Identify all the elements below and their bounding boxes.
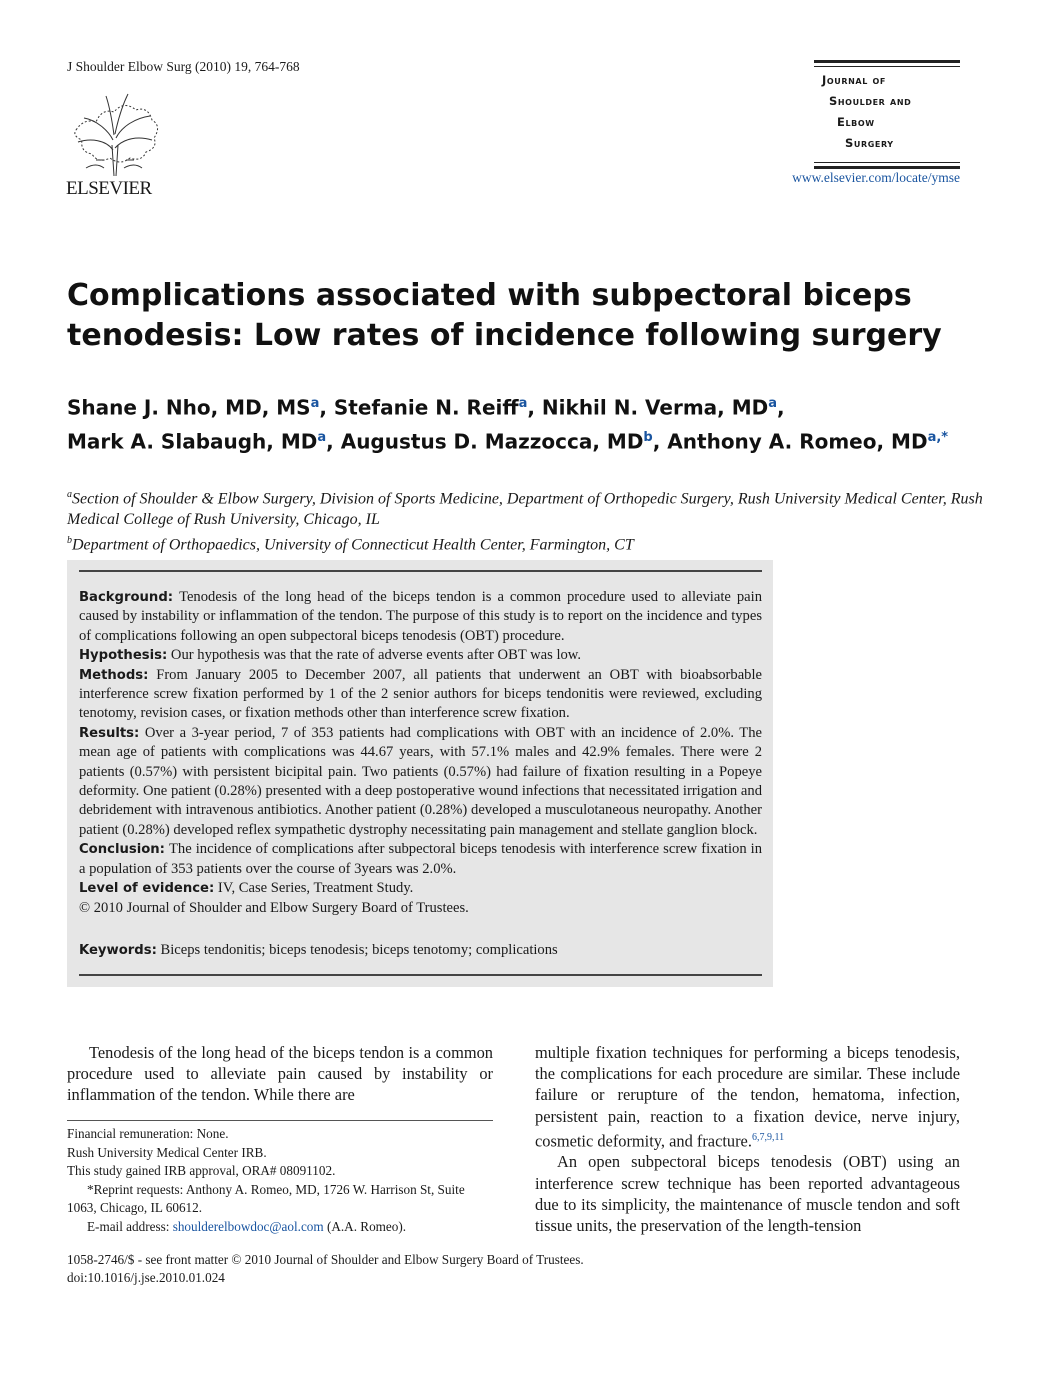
affiliation-text: Department of Orthopaedics, University of Connecticut Health Center, Farmington, CT xyxy=(72,536,634,554)
affiliation-link[interactable]: a xyxy=(310,396,320,411)
body-column-left xyxy=(67,1042,493,1106)
journal-logo-line-2: Shoulder and xyxy=(829,94,912,108)
abstract-box xyxy=(67,560,773,987)
author-name: Augustus D. Mazzocca, MD xyxy=(340,429,644,454)
publisher-name: ELSEVIER xyxy=(66,178,152,199)
footnote: Financial remuneration: None. xyxy=(67,1126,229,1141)
body-paragraph: An open subpectoral biceps tenodesis (OBT) using an interference screw technique has been reported advantageous due to its simplicity, the maintenance of muscle tendon and soft tissue units, the preservation of the length-tension xyxy=(535,1152,960,1236)
footnotes xyxy=(67,1125,493,1236)
abstract-methods: Methods: From January 2005 to December 2007, all patients that underwent an OBT with bioabsorbable interference screw fixation performed by 1 of the 2 senior authors for biceps tendonitis were reviewed, excluding tenotomy, revision cases, or fixation methods other than interference screw fixation. xyxy=(79,666,762,722)
affiliation-marker: a xyxy=(67,489,72,500)
journal-url-link[interactable]: www.elsevier.com/locate/ymse xyxy=(792,170,960,185)
abstract-background: Background: Tenodesis of the long head of the biceps tendon is a common procedure used to alleviate pain caused by instability or inflammation of the tendon. The purpose of this study is to report on the incidence and types of complications following an open subpectoral biceps tenodesis (OBT) procedure. xyxy=(79,589,762,644)
email-link[interactable]: shoulderelbowdoc@aol.com xyxy=(172,1218,324,1234)
journal-logo-box xyxy=(814,60,960,169)
author-separator: , xyxy=(319,395,334,420)
abstract-copyright: © 2010 Journal of Shoulder and Elbow Surgery Board of Trustees. xyxy=(79,899,469,916)
author-line-2 xyxy=(67,423,987,457)
footnote-reprint: *Reprint requests: Anthony A. Romeo, MD, 1726 W. Harrison St, Suite 1063, Chicago, IL 60612. xyxy=(67,1181,465,1215)
author-separator: , xyxy=(777,395,785,420)
affiliation-a xyxy=(67,484,987,530)
elsevier-tree-icon xyxy=(66,90,162,176)
reference-link[interactable]: 6,7,9,11 xyxy=(751,1131,785,1143)
footnote: Rush University Medical Center IRB. xyxy=(67,1144,267,1160)
doi-line[interactable]: doi:10.1016/j.jse.2010.01.024 xyxy=(67,1270,225,1285)
author-line-1 xyxy=(67,389,987,423)
title-line: tenodesis: Low rates of incidence following surgery xyxy=(67,318,942,353)
footnote-divider xyxy=(67,1120,493,1121)
abstract-hypothesis: Hypothesis: Our hypothesis was that the rate of adverse events after OBT was low. xyxy=(79,647,582,664)
front-matter-info xyxy=(67,1251,584,1287)
abstract-bottom-rule xyxy=(79,974,762,976)
affiliation-b xyxy=(67,530,987,555)
journal-logo-line-3: Elbow xyxy=(837,115,875,129)
issn-line: 1058-2746/$ - see front matter © 2010 Journal of Shoulder and Elbow Surgery Board of Trustees. xyxy=(67,1252,584,1267)
affiliation-text: Section of Shoulder & Elbow Surgery, Division of Sports Medicine, Department of Orthopedic Surgery, Rush University Medical Center, Rush Medical College of Rush University, Chicago, IL xyxy=(67,490,983,529)
journal-logo-line-4: Surgery xyxy=(845,136,894,150)
affiliation-link[interactable]: a xyxy=(317,429,327,445)
corresponding-author-mark[interactable]: * xyxy=(941,429,949,445)
abstract-keywords: Keywords: Biceps tendonitis; biceps tenodesis; biceps tenotomy; complications xyxy=(79,942,558,958)
author-name: Anthony A. Romeo, MD xyxy=(667,429,928,454)
author-name: Nikhil N. Verma, MD xyxy=(541,395,769,420)
article-title xyxy=(67,276,967,356)
author-name: Shane J. Nho, MD, MS xyxy=(67,395,311,420)
author-separator: , xyxy=(527,395,542,420)
abstract-level: Level of evidence: IV, Case Series, Treatment Study. xyxy=(79,880,414,897)
abstract-content xyxy=(79,588,762,918)
author-name: Stefanie N. Reiff xyxy=(333,395,519,420)
body-paragraph: Tenodesis of the long head of the biceps tendon is a common procedure used to alleviate pain caused by instability or inflammation of the tendon. While there are xyxy=(67,1043,493,1105)
affiliation-link[interactable]: b xyxy=(643,429,653,445)
body-paragraph: multiple fixation techniques for performing a biceps tenodesis, the complications for each procedure are similar. These include failure or rerupture of the tendon, hematoma, infection, persistent pain, reaction to a fixation device, nerve injury, cosmetic deformity, and fracture.$^{6,7,9,11}$ xyxy=(535,1043,960,1151)
affiliation-link[interactable]: a xyxy=(768,396,778,411)
affiliation-link[interactable]: a,* xyxy=(927,429,949,445)
author-separator: , xyxy=(652,429,668,454)
abstract-results: Results: Over a 3-year period, 7 of 353 patients had complications with OBT with an incidence of 2.0%. The mean age of patients with complications was 44.67 years, with 57.1% males and 42.9% females. There were 2 patients (0.57%) with persistent bicipital pain. Two patients (0.57%) had failure of fixation resulting in a Popeye deformity. One patient (0.28%) presented with a deep postoperative wound infections that necessitated irrigation and debridement with intravenous antibiotics. Another patient (0.28%) developed a musculotaneous neuropathy. Another patient (0.28%) developed reflex sympathetic dystrophy necessitating pain management and stellate ganglion block. xyxy=(79,724,762,838)
footnote: This study gained IRB approval, ORA# 08091102. xyxy=(67,1163,336,1178)
abstract-conclusion: Conclusion: The incidence of complications after subpectoral biceps tenodesis with interference screw fixation in a population of 353 patients over the course of 3years was 2.0%. xyxy=(79,841,763,877)
affiliation-marker: b xyxy=(67,535,72,547)
author-list xyxy=(67,389,987,456)
title-line: Complications associated with subpectoral biceps xyxy=(67,278,912,313)
journal-citation: J Shoulder Elbow Surg (2010) 19, 764-768 xyxy=(67,59,300,74)
author-separator: , xyxy=(326,429,341,454)
journal-logo-line-1: Journal of xyxy=(822,73,886,87)
abstract-top-rule xyxy=(79,570,762,572)
elsevier-logo xyxy=(66,90,166,200)
footnote-email: E-mail address: shoulderelbowdoc@aol.com (A.A. Romeo). xyxy=(87,1218,407,1234)
affiliations xyxy=(67,484,987,556)
body-column-right xyxy=(535,1042,960,1236)
affiliation-link[interactable]: a xyxy=(518,396,528,411)
author-name: Mark A. Slabaugh, MD xyxy=(67,429,318,454)
